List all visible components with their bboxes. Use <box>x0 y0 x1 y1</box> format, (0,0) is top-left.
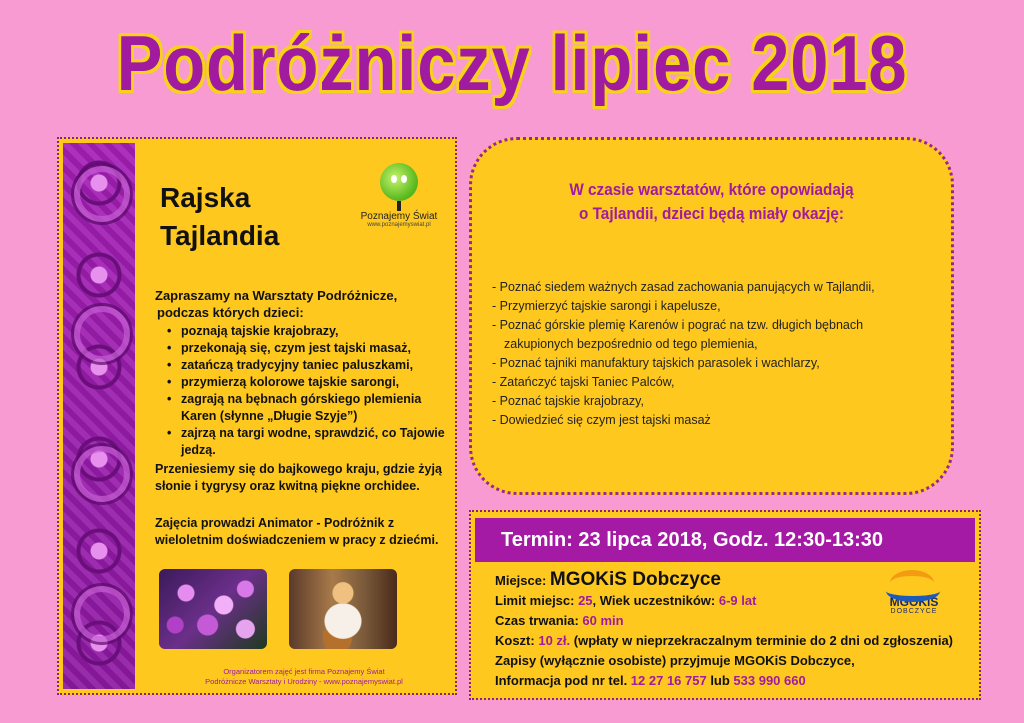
activity-item: • zagrają na bębnach górskiego plemienia Karen (słynne „Długie Szyje”) <box>167 391 457 425</box>
opportunity-item: - Poznać górskie plemię Karenów i pograć na tzw. długich bębnach <box>492 318 864 332</box>
opportunity-item: - Poznać siedem ważnych zasad zachowania panujących w Tajlandii, <box>492 280 875 294</box>
orchids-photo <box>159 569 267 649</box>
page-title: Podróżniczy lipiec 2018 <box>116 19 908 107</box>
logo-url: www.poznajemyswiat.pl <box>367 222 431 228</box>
opportunity-item: - Zatańczyć tajski Taniec Palców, <box>492 375 675 389</box>
phone-line: Informacja pod nr tel. 12 27 16 757 lub 533 990 660 <box>495 673 806 688</box>
logo-name: Poznajemy Świat <box>360 211 438 222</box>
date-banner: Termin: 23 lipca 2018, Godz. 12:30-13:30 <box>475 518 975 562</box>
description-paragraph: Przeniesiemy się do bajkowego kraju, gdzie żyją słonie i tygrysy oraz kwitną piękne orchidee. <box>155 462 442 493</box>
duration-line: Czas trwania: 60 min <box>495 613 624 628</box>
workshop-heading <box>160 179 279 255</box>
event-details-box <box>469 510 981 700</box>
globe-icon <box>380 163 418 201</box>
bubble-heading: W czasie warsztatów, które opowiadają o Tajlandii, dzieci będą miały okazję: <box>569 180 854 223</box>
activity-item: • zatańczą tradycyjny taniec paluszkami, <box>167 357 457 374</box>
karen-woman-photo <box>289 569 397 649</box>
heading-line: Tajlandia <box>160 220 280 251</box>
ornament-icon <box>71 163 133 225</box>
opportunity-item: - Dowiedzieć się czym jest tajski masaż <box>492 413 711 427</box>
sun-wave-icon <box>884 568 944 596</box>
left-panel <box>57 137 457 695</box>
limit-line: Limit miejsc: 25, Wiek uczestników: 6-9 lat <box>495 593 757 608</box>
animator-paragraph: Zajęcia prowadzi Animator - Podróżnik z wieloletnim doświadczeniem w pracy z dziećmi. <box>155 516 439 547</box>
opportunities-list <box>492 278 932 430</box>
mgokis-logo: MGOKiS DOBCZYCE <box>879 568 949 615</box>
opportunity-item: - Poznać tajniki manufaktury tajskich parasolek i wachlarzy, <box>492 356 820 370</box>
organizer-note: Organizatorem zajęć jest firma Poznajemy Świat Podróżnicze Warsztaty i Urodziny - www.poznajemyswiat.pl <box>205 667 403 686</box>
ornament-icon <box>71 303 133 365</box>
heading-line: Rajska <box>160 182 251 213</box>
activity-item: • przekonają się, czym jest tajski masaż, <box>167 340 457 357</box>
decorative-pattern-strip <box>63 143 135 689</box>
location-line: Miejsce: MGOKiS Dobczyce <box>495 569 721 590</box>
intro-text: Zapraszamy na Warsztaty Podróżnicze, podczas których dzieci: <box>155 288 398 320</box>
activity-item: • przymierzą kolorowe tajskie sarongi, <box>167 374 457 391</box>
activity-item: • poznają tajskie krajobrazy, <box>167 323 457 340</box>
cost-line: Koszt: 10 zł. (wpłaty w nieprzekraczalnym terminie do 2 dni od zgłoszenia) <box>495 633 953 648</box>
poznajemy-swiat-logo <box>359 163 439 228</box>
workshop-info-bubble <box>469 137 954 495</box>
ornament-icon <box>71 443 133 505</box>
activities-list <box>167 323 457 459</box>
ornament-icon <box>71 583 133 645</box>
opportunity-item: - Poznać tajskie krajobrazy, <box>492 394 644 408</box>
opportunity-item: - Przymierzyć tajskie sarongi i kapelusze, <box>492 299 721 313</box>
activity-item: • zajrzą na targi wodne, sprawdzić, co Tajowie jedzą. <box>167 425 457 459</box>
opportunity-item: zakupionych bezpośrednio od tego plemienia, <box>504 337 758 351</box>
registration-line: Zapisy (wyłącznie osobiste) przyjmuje MGOKiS Dobczyce, <box>495 653 855 668</box>
